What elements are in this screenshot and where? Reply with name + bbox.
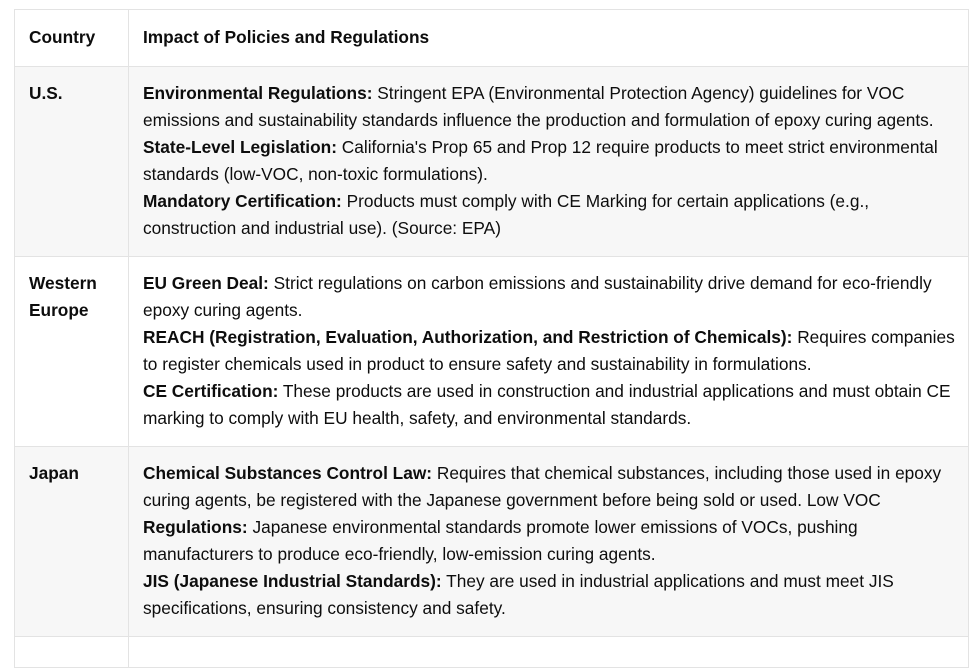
policy-table-container bbox=[14, 9, 968, 668]
policy-text: Products must comply with CE Marking for certain applications (e.g., construction and industrial use). (Source: EPA) bbox=[143, 191, 870, 238]
policy-text: Requires companies to register chemicals used in product to ensure safety and sustainability in formulations. bbox=[143, 327, 955, 374]
policy-text: Requires that chemical substances, including those used in epoxy curing agents, be registered with the Japanese government before being sold or used. Low VOC bbox=[143, 463, 942, 510]
policy-label: REACH (Registration, Evaluation, Authorization, and Restriction of Chemicals): bbox=[143, 327, 793, 347]
policy-label: JIS (Japanese Industrial Standards): bbox=[143, 571, 442, 591]
impact-cell bbox=[129, 447, 969, 637]
policy-label: Environmental Regulations: bbox=[143, 83, 373, 103]
policy-label: Mandatory Certification: bbox=[143, 191, 342, 211]
policy-item bbox=[143, 80, 958, 134]
country-cell: Japan bbox=[15, 447, 129, 637]
policy-label: Chemical Substances Control Law: bbox=[143, 463, 433, 483]
impact-cell bbox=[129, 257, 969, 447]
policy-text: Japanese environmental standards promote lower emissions of VOCs, pushing manufacturers to produce eco-friendly, low-emission curing agents. bbox=[143, 517, 858, 564]
table-row-partial bbox=[15, 637, 969, 668]
policy-table bbox=[14, 9, 969, 668]
policy-text: They are used in industrial applications and must meet JIS specifications, ensuring consistency and safety. bbox=[143, 571, 894, 618]
policy-text: California's Prop 65 and Prop 12 require products to meet strict environmental standards (low-VOC, non-toxic formulations). bbox=[143, 137, 938, 184]
table-row-us bbox=[15, 67, 969, 257]
policy-item bbox=[143, 134, 958, 188]
policy-label: EU Green Deal: bbox=[143, 273, 269, 293]
policy-item bbox=[143, 270, 958, 324]
empty-cell bbox=[15, 637, 129, 668]
country-cell: Western Europe bbox=[15, 257, 129, 447]
country-cell: U.S. bbox=[15, 67, 129, 257]
header-country: Country bbox=[15, 10, 129, 67]
table-header-row bbox=[15, 10, 969, 67]
policy-item bbox=[143, 514, 958, 568]
policy-text: Strict regulations on carbon emissions and sustainability drive demand for eco-friendly epoxy curing agents. bbox=[143, 273, 932, 320]
policy-item bbox=[143, 324, 958, 378]
table-row-japan bbox=[15, 447, 969, 637]
policy-label: Regulations: bbox=[143, 517, 248, 537]
policy-item bbox=[143, 460, 958, 514]
policy-label: State-Level Legislation: bbox=[143, 137, 337, 157]
header-impact: Impact of Policies and Regulations bbox=[129, 10, 969, 67]
policy-item bbox=[143, 568, 958, 622]
policy-item bbox=[143, 188, 958, 242]
table-row-western-europe bbox=[15, 257, 969, 447]
policy-label: CE Certification: bbox=[143, 381, 279, 401]
policy-text: These products are used in construction and industrial applications and must obtain CE marking to comply with EU health, safety, and environmental standards. bbox=[143, 381, 951, 428]
policy-text: Stringent EPA (Environmental Protection Agency) guidelines for VOC emissions and sustainability standards influence the production and formulation of epoxy curing agents. bbox=[143, 83, 934, 130]
empty-cell bbox=[129, 637, 969, 668]
impact-cell bbox=[129, 67, 969, 257]
policy-item bbox=[143, 378, 958, 432]
